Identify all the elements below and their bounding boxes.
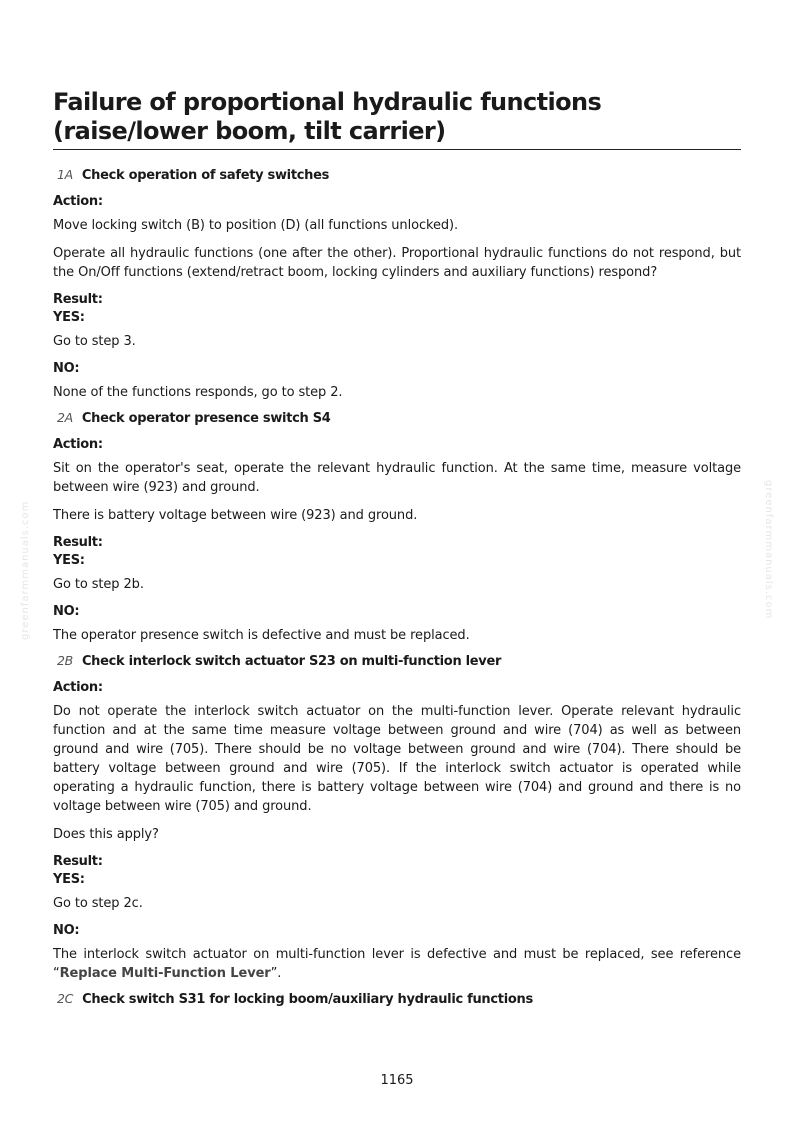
- result-label: Result:: [53, 535, 103, 550]
- result-label: Result:: [53, 854, 103, 869]
- action-text: Operate all hydraulic functions (one after the other). Proportional hydraulic functions do not respond, but the On/Off functions (extend/retract boom, locking cylinders and auxiliary functions) respond?: [53, 246, 741, 280]
- step-title: Check operation of safety switches: [81, 168, 330, 183]
- result-label: Result:: [53, 292, 103, 307]
- step-title: Check operator presence switch S4: [81, 411, 331, 426]
- step-number: 2A: [57, 410, 73, 425]
- step-2b-heading: [53, 653, 741, 669]
- step-number: 1A: [57, 167, 73, 182]
- no-text-pre: The interlock switch actuator on multi-function lever is defective and must be replaced, see reference “: [53, 947, 741, 981]
- step-number: 2C: [57, 991, 74, 1006]
- step-title: Check interlock switch actuator S23 on multi-function lever: [81, 654, 502, 669]
- no-label: NO:: [53, 604, 80, 619]
- page-number: 1165: [380, 1073, 414, 1088]
- watermark-right: greenfarmmanuals.com: [763, 480, 774, 620]
- step-number: 2B: [57, 653, 73, 668]
- action-text: Do not operate the interlock switch actuator on the multi-function lever. Operate relevant hydraulic function and at the same time measure voltage between ground and wire (704) as well as between ground and wire (705). There should be no voltage between ground and wire (704). There should be battery voltage between ground and wire (705). If the interlock switch actuator is operated while operating a hydraulic function, there is battery voltage between wire (704) and ground and there is no voltage between wire (705) and ground.: [53, 704, 741, 814]
- yes-label: YES:: [53, 872, 85, 887]
- no-text-post: ”.: [270, 966, 282, 981]
- yes-text: Go to step 2b.: [53, 577, 144, 592]
- action-text: There is battery voltage between wire (923) and ground.: [53, 508, 418, 523]
- no-label: NO:: [53, 361, 80, 376]
- step-2c-heading: [53, 991, 741, 1007]
- yes-label: YES:: [53, 553, 85, 568]
- action-label: Action:: [53, 194, 103, 209]
- reference-link[interactable]: Replace Multi-Function Lever: [59, 966, 271, 981]
- action-label: Action:: [53, 680, 103, 695]
- no-label: NO:: [53, 923, 80, 938]
- yes-text: Go to step 2c.: [53, 896, 143, 911]
- yes-text: Go to step 3.: [53, 334, 136, 349]
- page-title: Failure of proportional hydraulic functions (raise/lower boom, tilt carrier): [53, 88, 741, 150]
- document-body: [53, 88, 741, 1017]
- action-text: Sit on the operator's seat, operate the relevant hydraulic function. At the same time, measure voltage between wire (923) and ground.: [53, 461, 741, 495]
- action-text: Does this apply?: [53, 827, 159, 842]
- step-1a-heading: [53, 167, 741, 183]
- yes-label: YES:: [53, 310, 85, 325]
- step-2a-heading: [53, 410, 741, 426]
- action-label: Action:: [53, 437, 103, 452]
- no-text: None of the functions responds, go to step 2.: [53, 385, 343, 400]
- action-text: Move locking switch (B) to position (D) (all functions unlocked).: [53, 218, 459, 233]
- no-text: The operator presence switch is defective and must be replaced.: [53, 628, 470, 643]
- step-title: Check switch S31 for locking boom/auxiliary hydraulic functions: [82, 992, 533, 1007]
- watermark-left: greenfarmmanuals.com: [20, 500, 31, 640]
- no-text: [53, 945, 741, 983]
